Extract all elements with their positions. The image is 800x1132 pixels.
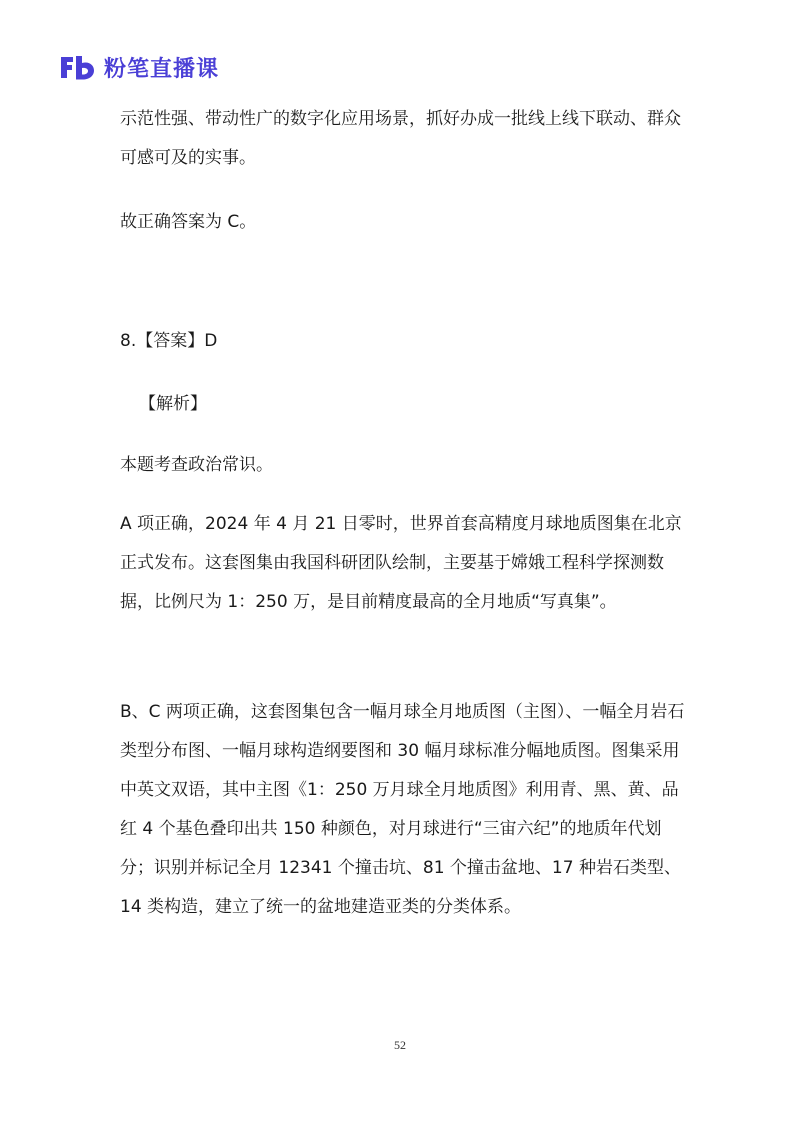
paragraph-continued: 示范性强、带动性广的数字化应用场景，抓好办成一批线上线下联动、群众可感可及的实事。: [120, 109, 681, 168]
paragraph-option-a: A 项正确，2024 年 4 月 21 日零时，世界首套高精度月球地质图集在北京正式发布。这套图集由我国科研团队绘制，主要基于嫦娥工程科学探测数据，比例尺为 1：250 万，是目前精度最高的全月地质“写真集”。: [120, 514, 682, 612]
paragraph-topic: 本题考查政治常识。: [120, 455, 273, 475]
page-number: 52: [394, 1038, 406, 1052]
paragraph-option-bc: B、C 两项正确，这套图集包含一幅月球全月地质图（主图）、一幅全月岩石类型分布图、一幅月球构造纲要图和 30 幅月球标准分幅地质图。图集采用中英文双语，其中主图《1：250 万月球全月地质图》利用青、黑、黄、品红 4 个基色叠印出共 150 种颜色，对月球进行“三宙六纪”的地质年代划分；识别并标记全月 12341 个撞击坑、81 个撞击盆地、17 种岩石类型、14 类构造，建立了统一的盆地建造亚类的分类体系。: [120, 702, 685, 917]
fenbi-logo-icon: [58, 52, 96, 82]
question-answer: 8.【答案】D: [120, 331, 218, 351]
analysis-heading: 【解析】: [139, 394, 207, 414]
header-brand: [58, 52, 219, 82]
brand-name: 粉笔直播课: [104, 56, 220, 82]
paragraph-conclusion: 故正确答案为 C。: [120, 212, 257, 232]
